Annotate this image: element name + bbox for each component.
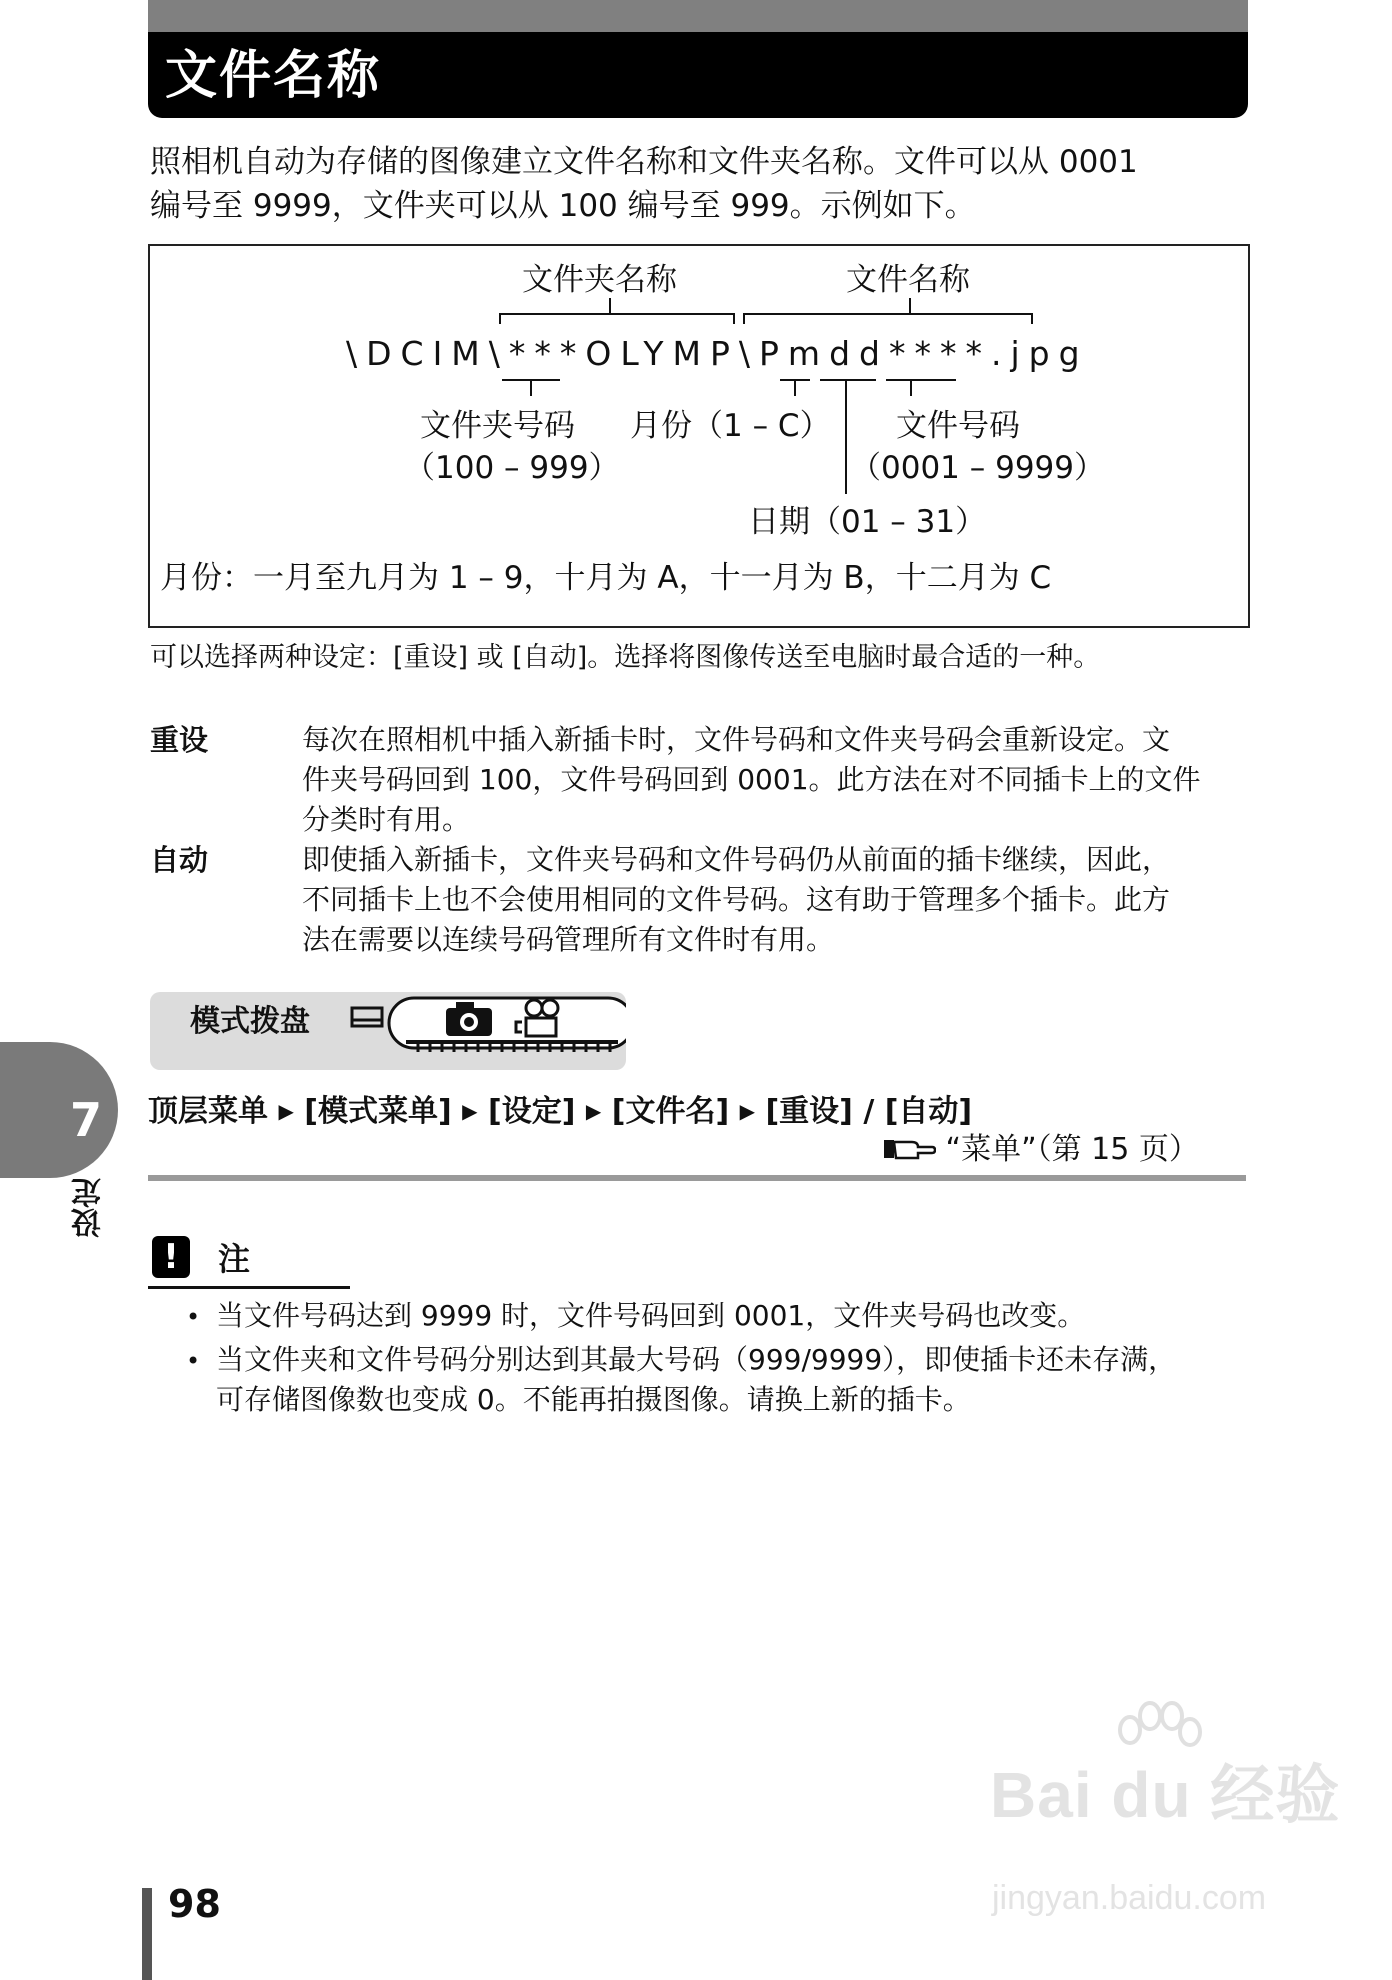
intro-line: 编号至 9999，文件夹可以从 100 编号至 999。示例如下。: [150, 188, 976, 224]
menu-path-item: 顶层菜单: [148, 1094, 268, 1129]
file-path-example: \DCIM\***OLYMP\Pmdd****.jpg: [346, 334, 1089, 373]
note-bullet-dot: •: [186, 1347, 201, 1375]
file-number-label: 文件号码: [896, 408, 1020, 444]
section-rule: [148, 1175, 1246, 1181]
arrow-right-icon: ▶: [278, 1099, 294, 1123]
choose-setting-text: 可以选择两种设定：[重设] 或 [自动]。选择将图像传送至电脑时最合适的一种。: [150, 642, 1101, 673]
chapter-label: 设定: [72, 1178, 107, 1238]
date-label: 日期（01 – 31）: [748, 504, 987, 540]
page-number: 98: [168, 1882, 221, 1926]
arrow-right-icon: ▶: [462, 1099, 478, 1123]
note-heading: 注: [218, 1240, 251, 1278]
arrow-right-icon: ▶: [739, 1099, 755, 1123]
mode-dial-label: 模式拨盘: [190, 1004, 310, 1039]
option-desc-line: 分类时有用。: [302, 803, 471, 836]
menu-path-item: [设定]: [488, 1094, 576, 1129]
note-bullet-line: 当文件号码达到 9999 时，文件号码回到 0001，文件夹号码也改变。: [216, 1299, 1086, 1332]
folder-number-label: 文件夹号码: [420, 408, 575, 444]
playback-monitor-icon: [352, 1008, 382, 1026]
watermark-brand: Bai du 经验: [990, 1759, 1341, 1831]
option-desc-line: 即使插入新插卡，文件夹号码和文件号码仍从前面的插卡继续，因此，: [302, 843, 1171, 876]
folder-number-range: （100 – 999）: [404, 450, 620, 486]
watermark-url: jingyan.baidu.com: [992, 1879, 1267, 1917]
option-desc-line: 每次在照相机中插入新插卡时，文件号码和文件夹号码会重新设定。文: [302, 723, 1171, 756]
header-top-bar: [148, 0, 1248, 32]
pointing-hand-icon: [882, 1136, 936, 1162]
menu-path-item: [重设] / [自动]: [765, 1094, 973, 1129]
arrow-right-icon: ▶: [585, 1099, 602, 1123]
intro-paragraph: [150, 140, 1250, 228]
file-name-diagram: [148, 244, 1250, 628]
folder-name-label: 文件夹名称: [522, 262, 677, 298]
note-underline: [148, 1286, 350, 1289]
note-bullet-dot: •: [186, 1303, 201, 1331]
option-term-reset: 重设: [150, 723, 209, 757]
folder-name-bracket: [500, 314, 734, 324]
option-desc-line: 法在需要以连续号码管理所有文件时有用。: [302, 923, 835, 956]
page-number-bar: [142, 1888, 152, 1980]
option-desc-auto: [302, 840, 1252, 960]
month-note: 月份：一月至九月为 1 – 9，十月为 A，十一月为 B，十二月为 C: [160, 560, 1052, 596]
reference-text: “菜单”（第 15 页）: [945, 1132, 1199, 1167]
option-desc-reset: [302, 720, 1252, 840]
note-bullet: [216, 1340, 1176, 1420]
note-bullet: [216, 1296, 1085, 1336]
menu-reference: [882, 1130, 1199, 1170]
note-bullet-line: 可存储图像数也变成 0。不能再拍摄图像。请换上新的插卡。: [216, 1383, 971, 1416]
exclamation-icon: !: [152, 1236, 190, 1278]
menu-path: [148, 1090, 972, 1133]
option-term-auto: 自动: [150, 843, 209, 877]
option-desc-line: 件夹号码回到 100，文件号码回到 0001。此方法在对不同插卡上的文件: [302, 763, 1201, 796]
menu-path-item: [文件名]: [611, 1094, 730, 1129]
file-name-label: 文件名称: [846, 262, 970, 298]
month-label: 月份（1 – C）: [630, 408, 831, 444]
option-desc-line: 不同插卡上也不会使用相同的文件号码。这有助于管理多个插卡。此方: [302, 883, 1171, 916]
intro-line: 照相机自动为存储的图像建立文件名称和文件夹名称。文件可以从 0001: [150, 144, 1138, 180]
mode-dial-graphic: [346, 992, 626, 1062]
page-title: 文件名称: [165, 46, 382, 106]
file-name-bracket: [744, 314, 1032, 324]
chapter-number: 7: [70, 1093, 103, 1147]
note-bullet-line: 当文件夹和文件号码分别达到其最大号码（999/9999），即使插卡还未存满，: [216, 1343, 1177, 1376]
menu-path-item: [模式菜单]: [304, 1094, 452, 1129]
file-number-range: （0001 – 9999）: [850, 450, 1105, 486]
